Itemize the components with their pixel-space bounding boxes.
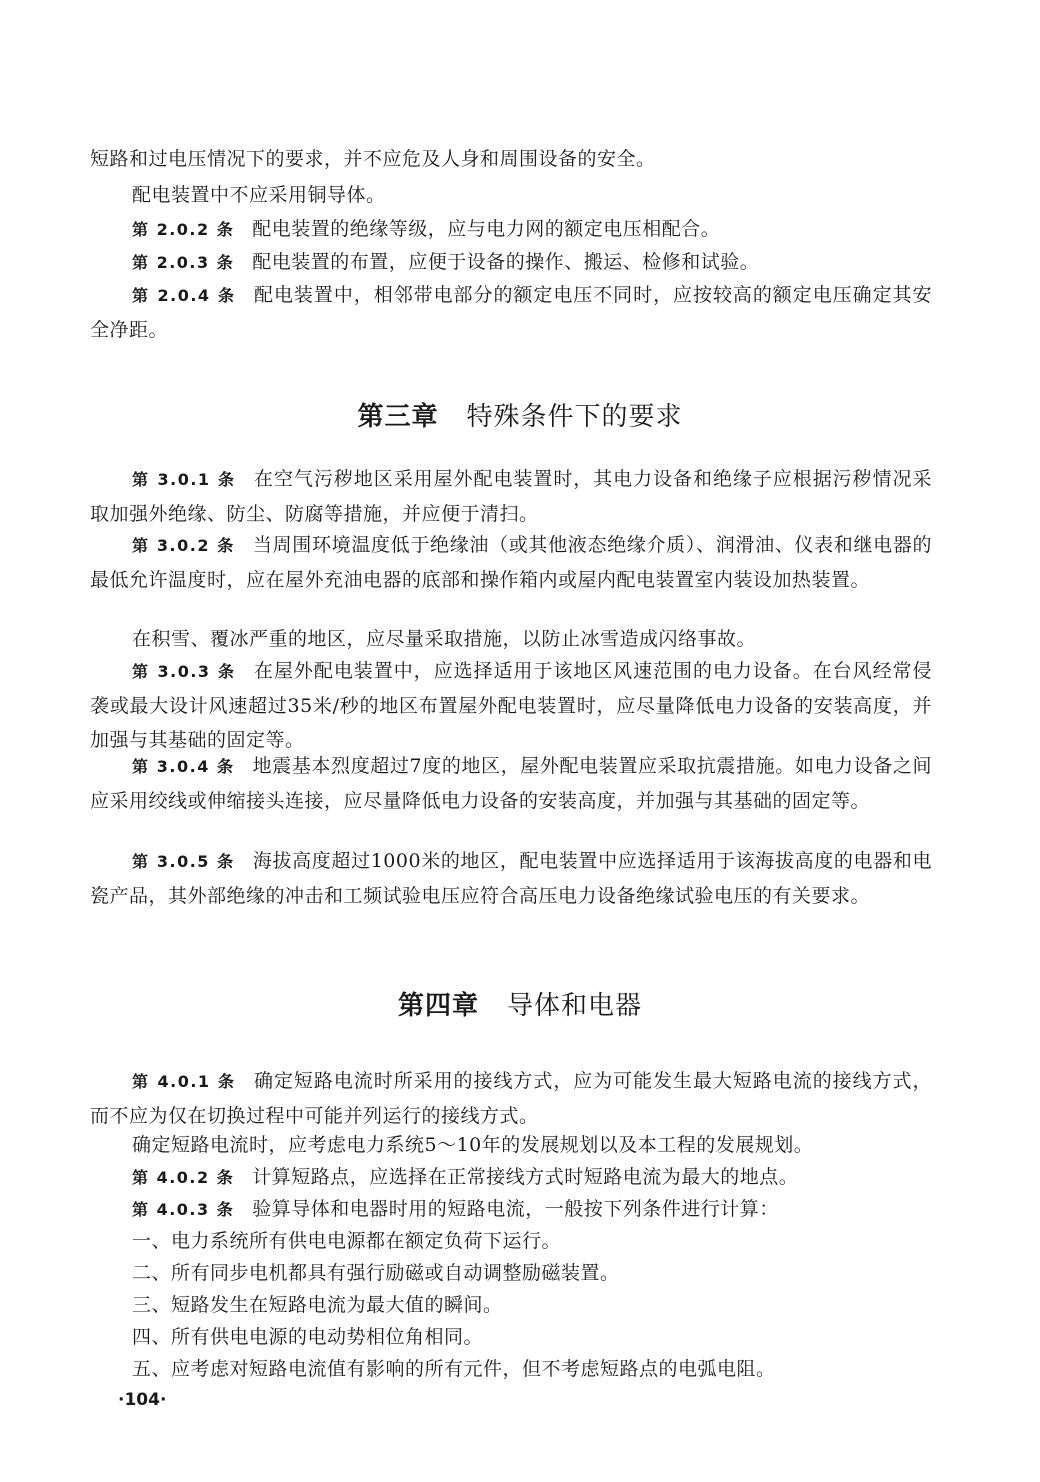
paragraph-copper: 配电装置中不应采用铜导体。 (132, 184, 386, 206)
article-4-0-2 (90, 1160, 932, 1195)
chapter-4-heading (0, 985, 1040, 1022)
paragraph-planning: 确定短路电流时，应考虑电力系统5～10年的发展规划以及本工程的发展规划。 (132, 1134, 814, 1156)
chapter-3-heading (0, 396, 1040, 433)
article-text: 在屋外配电装置中，应选择适用于该地区风速范围的电力设备。在台风经常侵袭或最大设计风速超过35米/秒的地区布置屋外配电装置时，应尽量降低电力设备的安装高度，并加强与其基础的固定等。 (90, 660, 932, 751)
article-text: 配电装置中，相邻带电部分的额定电压不同时，应按较高的额定电压确定其安全净距。 (90, 284, 932, 341)
chapter-number: 第四章 (397, 991, 479, 1021)
article-3-0-2 (90, 528, 932, 597)
list-item: 三、短路发生在短路电流为最大值的瞬间。 (132, 1294, 503, 1316)
paragraph-ice: 在积雪、覆冰严重的地区，应尽量采取措施，以防止冰雪造成闪络事故。 (132, 628, 757, 650)
list-item: 二、所有同步电机都具有强行励磁或自动调整励磁装置。 (132, 1262, 620, 1284)
article-text: 配电装置的布置，应便于设备的操作、搬运、检修和试验。 (252, 251, 760, 273)
article-text: 配电装置的绝缘等级，应与电力网的额定电压相配合。 (252, 218, 721, 240)
article-text: 计算短路点，应选择在正常接线方式时短路电流为最大的地点。 (252, 1166, 799, 1188)
article-2-0-4 (90, 278, 932, 347)
article-label: 第 3.0.2 条 (132, 536, 235, 555)
chapter-title: 特殊条件下的要求 (466, 402, 683, 432)
article-label: 第 4.0.1 条 (132, 1072, 237, 1091)
page-number: ·104· (118, 1390, 167, 1410)
article-4-0-1 (90, 1064, 932, 1133)
article-2-0-2 (90, 212, 932, 247)
article-3-0-5 (90, 844, 932, 913)
article-label: 第 3.0.5 条 (132, 852, 235, 871)
article-text: 地震基本烈度超过7度的地区，屋外配电装置应采取抗震措施。如电力设备之间应采用绞线或伸缩接头连接，应尽量降低电力设备的安装高度，并加强与其基础的固定等。 (90, 755, 932, 812)
article-label: 第 3.0.3 条 (132, 662, 237, 681)
paragraph-continuation: 短路和过电压情况下的要求，并不应危及人身和周围设备的安全。 (90, 148, 656, 170)
article-text: 验算导体和电器时用的短路电流，一般按下列条件进行计算： (252, 1198, 779, 1220)
article-label: 第 2.0.2 条 (132, 220, 235, 239)
article-label: 第 4.0.2 条 (132, 1168, 235, 1187)
article-label: 第 4.0.3 条 (132, 1200, 235, 1219)
list-item: 四、所有供电电源的电动势相位角相同。 (132, 1326, 484, 1348)
article-label: 第 3.0.1 条 (132, 470, 237, 489)
article-label: 第 2.0.3 条 (132, 253, 235, 272)
chapter-number: 第三章 (357, 402, 439, 432)
chapter-title: 导体和电器 (507, 991, 643, 1021)
article-label: 第 2.0.4 条 (132, 286, 237, 305)
list-item: 五、应考虑对短路电流值有影响的所有元件，但不考虑短路点的电弧电阻。 (132, 1358, 776, 1380)
article-text: 在空气污秽地区采用屋外配电装置时，其电力设备和绝缘子应根据污秽情况采取加强外绝缘、防尘、防腐等措施，并应便于清扫。 (90, 468, 932, 525)
article-2-0-3 (90, 245, 932, 280)
list-item: 一、电力系统所有供电电源都在额定负荷下运行。 (132, 1230, 562, 1252)
article-3-0-4 (90, 749, 932, 818)
article-text: 当周围环境温度低于绝缘油（或其他液态绝缘介质）、润滑油、仪表和继电器的最低允许温度时，应在屋外充油电器的底部和操作箱内或屋内配电装置室内装设加热装置。 (90, 534, 932, 591)
article-4-0-3 (90, 1192, 932, 1227)
article-label: 第 3.0.4 条 (132, 757, 235, 776)
article-3-0-1 (90, 462, 932, 531)
article-3-0-3 (90, 654, 932, 757)
article-text: 海拔高度超过1000米的地区，配电装置中应选择适用于该海拔高度的电器和电瓷产品，其外部绝缘的冲击和工频试验电压应符合高压电力设备绝缘试验电压的有关要求。 (90, 850, 933, 907)
article-text: 确定短路电流时所采用的接线方式，应为可能发生最大短路电流的接线方式，而不应为仅在切换过程中可能并列运行的接线方式。 (90, 1070, 932, 1127)
